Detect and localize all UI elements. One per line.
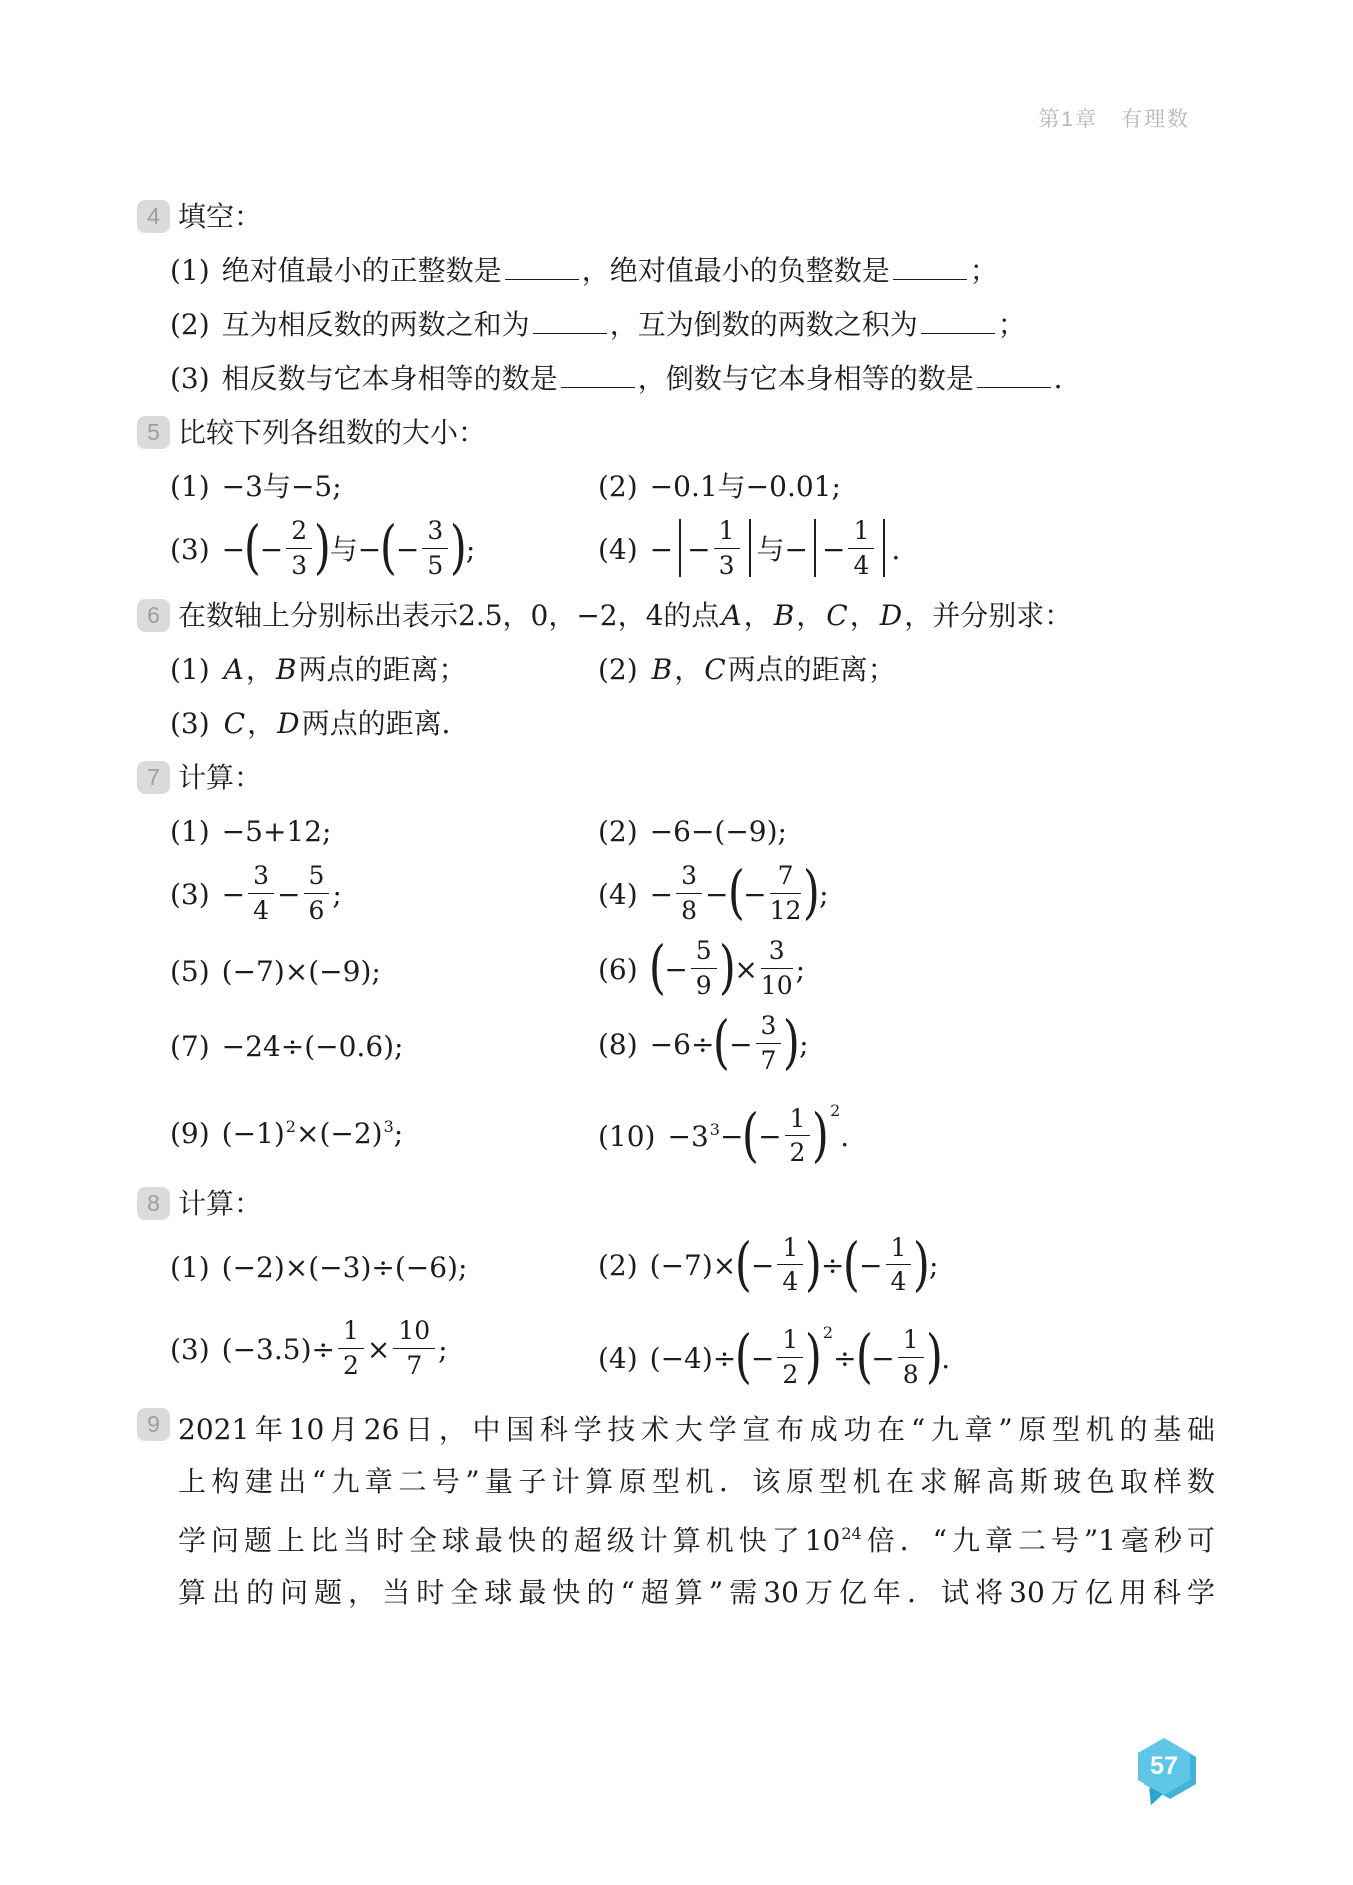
left-paren: ( — [648, 933, 666, 1001]
math-variable: D — [879, 599, 903, 632]
left-paren: ( — [243, 513, 261, 581]
math-text: . — [840, 1120, 850, 1153]
absolute-value-bar — [679, 519, 681, 577]
item-label: (3) — [170, 532, 210, 566]
right-paren: ) — [450, 513, 468, 581]
absolute-value-bar — [749, 519, 751, 577]
fraction-denominator: 2 — [782, 1359, 799, 1389]
fraction-denominator: 3 — [718, 550, 735, 580]
problem-item — [598, 466, 1215, 507]
math-text: (−2)×(−3)÷(−6); — [221, 1251, 468, 1284]
item-label: (3) — [170, 1332, 210, 1366]
right-paren: ) — [805, 1322, 823, 1390]
problem-row — [137, 304, 1215, 345]
item-expression — [222, 1251, 468, 1284]
fraction-numerator: 1 — [714, 517, 740, 549]
superscript: 2 — [822, 1322, 834, 1342]
item-expression — [649, 1008, 809, 1076]
math-variable: A — [223, 653, 244, 686]
problem-title — [178, 1183, 262, 1224]
item-expression — [222, 308, 1026, 341]
problem-title — [178, 196, 262, 237]
problem-head — [137, 1404, 1215, 1456]
item-label: (3) — [170, 707, 210, 740]
problem-number-badge: 4 — [137, 200, 170, 233]
fraction-numerator: 5 — [691, 937, 717, 969]
item-label: (7) — [170, 1029, 210, 1063]
math-text: ; — [332, 877, 342, 911]
math-variable: C — [223, 707, 246, 740]
left-paren: ( — [843, 1229, 861, 1298]
item-expression — [222, 254, 998, 287]
fraction-numerator: 3 — [422, 517, 448, 549]
math-text: − — [687, 532, 711, 566]
fraction-numerator: 3 — [248, 862, 274, 894]
problem-title — [178, 757, 262, 798]
fraction — [393, 1317, 435, 1379]
paragraph-line — [178, 1567, 1215, 1619]
item-label: (4) — [598, 532, 638, 566]
math-text: ; — [465, 532, 476, 566]
math-text: ; — [795, 952, 806, 986]
math-variable: B — [773, 599, 795, 632]
fraction — [422, 517, 448, 579]
fraction-denominator: 7 — [406, 1350, 423, 1380]
fill-in-blank — [505, 277, 579, 280]
math-text: ÷ — [833, 1341, 857, 1375]
fraction-numerator: 10 — [393, 1317, 435, 1349]
fraction-denominator: 6 — [308, 895, 325, 925]
math-text: −6÷ — [649, 1027, 715, 1061]
fraction — [777, 1326, 803, 1388]
math-text: 两点的距离； — [298, 653, 467, 686]
left-paren: ( — [713, 1008, 731, 1076]
math-text: (−1) — [221, 1116, 285, 1150]
fraction-denominator: 3 — [291, 550, 308, 580]
item-expression — [222, 707, 470, 740]
fraction-denominator: 8 — [902, 1359, 919, 1389]
item-label: (1) — [170, 1251, 210, 1284]
fraction — [898, 1326, 924, 1388]
math-text: −0.1与−0.01; — [649, 470, 841, 503]
fraction-denominator: 9 — [695, 970, 712, 1000]
problem-number-badge: 7 — [137, 761, 170, 794]
fraction — [756, 1012, 782, 1074]
math-text: ； — [997, 308, 1026, 341]
problem-row — [137, 1312, 1215, 1392]
fraction — [304, 862, 330, 924]
math-variable: B — [275, 653, 297, 686]
math-text: −3 — [667, 1120, 709, 1153]
math-text: × — [366, 1332, 391, 1366]
fraction — [886, 1234, 912, 1296]
fraction — [338, 1317, 364, 1379]
item-expression — [222, 362, 1082, 395]
superscript: 2 — [285, 1116, 296, 1136]
problem-row — [137, 1090, 1215, 1170]
math-text: ÷ — [820, 1249, 845, 1282]
math-text: −6−(−9); — [649, 815, 787, 848]
superscript: 24 — [841, 1524, 862, 1543]
math-text: ，并分别求： — [904, 599, 1073, 632]
item-expression — [648, 933, 806, 1001]
item-expression — [650, 815, 787, 848]
math-text: ; — [393, 1116, 404, 1150]
problem-row — [137, 811, 1215, 852]
math-text: 计算： — [178, 761, 263, 794]
math-text: − — [758, 1120, 782, 1153]
item-expression — [222, 470, 342, 503]
right-paren: ) — [812, 1100, 830, 1169]
problem-row — [137, 858, 1215, 927]
superscript: 2 — [830, 1101, 841, 1120]
chapter-header: 第1章 有理数 — [1038, 108, 1190, 131]
fraction-denominator: 4 — [853, 550, 870, 580]
fraction-denominator: 7 — [760, 1045, 777, 1075]
math-text: ， — [674, 653, 703, 686]
fraction-denominator: 2 — [342, 1350, 359, 1380]
math-text: − — [743, 877, 767, 911]
math-text: −3与−5; — [221, 470, 342, 503]
problems-list — [137, 196, 1215, 1619]
fill-in-blank — [533, 331, 607, 334]
fraction-numerator: 7 — [770, 862, 802, 894]
item-expression — [649, 1322, 951, 1390]
math-text: − — [277, 877, 301, 911]
item-label: (3) — [170, 362, 210, 395]
math-text: (−4)÷ — [649, 1341, 737, 1375]
problem-item — [598, 1312, 1215, 1392]
fill-in-blank — [893, 277, 967, 280]
problem-item — [170, 1026, 598, 1067]
left-paren: ( — [380, 513, 398, 581]
math-text: − — [719, 1120, 744, 1153]
math-text: 填空： — [178, 200, 263, 233]
item-label: (2) — [598, 653, 638, 686]
fill-in-blank — [561, 385, 635, 388]
math-text: − — [750, 1249, 775, 1282]
math-text: 与− — [329, 532, 382, 566]
fill-in-blank — [977, 385, 1051, 388]
problem-item — [170, 703, 1215, 744]
problem-head — [137, 757, 1215, 798]
fraction — [286, 517, 312, 579]
problem-item — [598, 649, 1215, 690]
fraction-numerator: 3 — [756, 1012, 782, 1044]
math-text: 两点的距离； — [727, 653, 896, 686]
math-text: − — [649, 877, 674, 911]
item-label: (1) — [170, 254, 210, 287]
item-expression — [222, 653, 467, 686]
problem-row — [137, 1008, 1215, 1077]
math-text: ×(−2) — [295, 1116, 383, 1150]
item-expression — [221, 1316, 448, 1380]
problem-item — [598, 933, 1215, 1002]
math-text: 上构建出“九章二号”量子计算原型机．该原型机在求解高斯玻色取样数 — [178, 1465, 1215, 1498]
math-variable: C — [704, 653, 726, 686]
fraction-numerator: 3 — [761, 937, 793, 969]
item-label: (1) — [170, 653, 210, 686]
math-text: ； — [969, 254, 998, 287]
problem-item — [598, 811, 1215, 852]
right-paren: ) — [313, 513, 331, 581]
fraction-denominator: 2 — [789, 1138, 806, 1167]
left-paren: ( — [735, 1322, 753, 1390]
item-label: (1) — [170, 815, 210, 848]
problem-9 — [137, 1404, 1215, 1619]
math-text: 相反数与它本身相等的数是 — [221, 362, 558, 395]
problem-number-badge: 9 — [137, 1408, 170, 1441]
math-text: − — [859, 1249, 883, 1282]
problem-5 — [137, 412, 1215, 582]
problem-row — [137, 933, 1215, 1002]
page-number-badge — [1138, 1738, 1202, 1808]
item-label: (1) — [170, 470, 210, 503]
problem-number-badge: 5 — [137, 416, 170, 449]
math-text: (−3.5)÷ — [221, 1332, 335, 1366]
math-text: ，互为倒数的两数之积为 — [609, 308, 918, 341]
fraction-denominator: 8 — [681, 895, 698, 925]
fraction — [777, 1234, 803, 1296]
fraction-numerator: 1 — [777, 1234, 803, 1266]
math-text: ，绝对值最小的负整数是 — [581, 254, 890, 287]
math-text: 算出的问题，当时全球最快的“超算”需30万亿年．试将30万亿用科学 — [178, 1576, 1215, 1609]
item-expression — [222, 815, 332, 848]
problem-6 — [137, 595, 1215, 744]
problem-item — [170, 304, 1215, 345]
fraction — [676, 862, 702, 924]
math-variable: D — [277, 707, 300, 740]
problem-item — [170, 1247, 598, 1288]
left-paren: ( — [855, 1322, 873, 1390]
math-text: − — [821, 532, 846, 566]
fraction — [785, 1105, 811, 1167]
right-paren: ) — [783, 1008, 801, 1076]
problem-title — [178, 412, 486, 453]
math-text: − — [729, 1027, 753, 1061]
item-label: (4) — [598, 877, 638, 911]
math-text: × — [734, 952, 758, 986]
fraction — [761, 937, 793, 999]
item-label: (5) — [170, 954, 210, 988]
problem-head — [137, 1183, 1215, 1224]
item-expression — [222, 1117, 404, 1150]
problem-item — [170, 250, 1215, 291]
absolute-value-bar — [883, 519, 885, 577]
problem-head — [137, 196, 1215, 237]
item-expression — [649, 1229, 939, 1298]
item-label: (2) — [170, 308, 210, 341]
math-variable: B — [651, 653, 673, 686]
math-text: − — [221, 877, 246, 911]
problem-item — [170, 1106, 598, 1154]
absolute-value-bar — [814, 519, 816, 577]
problem-item — [170, 811, 598, 852]
math-text: ， — [743, 599, 772, 632]
problem-row — [137, 513, 1215, 582]
math-text: 与− — [756, 532, 808, 566]
problem-8 — [137, 1183, 1215, 1392]
right-paren: ) — [718, 933, 736, 1001]
math-text: −5+12; — [221, 815, 332, 848]
item-label: (2) — [598, 470, 638, 503]
math-text: − — [705, 877, 729, 911]
problem-number-badge: 6 — [137, 599, 170, 632]
item-label: (8) — [598, 1027, 638, 1061]
math-text: ， — [796, 599, 825, 632]
fraction-denominator: 4 — [782, 1267, 799, 1296]
math-text: 计算： — [178, 1186, 263, 1220]
fill-in-blank — [921, 331, 995, 334]
math-text: ， — [247, 707, 276, 740]
math-text: ; — [819, 877, 829, 911]
paragraph-line — [178, 1456, 1215, 1508]
fraction-denominator: 10 — [760, 970, 793, 1000]
problem-row — [137, 649, 1215, 690]
problem-number-badge: 8 — [137, 1187, 170, 1220]
math-text: − — [750, 1341, 775, 1375]
problem-item — [170, 358, 1215, 399]
item-expression — [650, 470, 841, 503]
fraction-numerator: 1 — [848, 517, 874, 549]
math-variable: C — [826, 599, 848, 632]
item-expression — [667, 1100, 850, 1169]
math-variable: A — [721, 599, 742, 632]
fraction — [848, 517, 874, 579]
problem-item — [598, 1229, 1215, 1299]
left-paren: ( — [727, 858, 745, 926]
right-paren: ) — [913, 1229, 931, 1298]
math-text: ; — [929, 1249, 939, 1282]
math-text: −24÷(−0.6); — [221, 1029, 404, 1063]
item-expression — [222, 955, 381, 988]
fraction-numerator: 1 — [338, 1317, 364, 1349]
math-text: − — [871, 1341, 895, 1375]
math-text: (−7)×(−9); — [221, 954, 381, 988]
fraction — [248, 862, 274, 924]
fraction-denominator: 12 — [769, 895, 802, 925]
problem-title — [178, 595, 1072, 636]
math-text: − — [664, 952, 688, 986]
math-text: 两点的距离． — [301, 707, 470, 740]
fraction-numerator: 1 — [785, 1105, 811, 1137]
left-paren: ( — [742, 1100, 760, 1169]
fraction-numerator: 1 — [898, 1326, 924, 1358]
problem-7 — [137, 757, 1215, 1170]
math-text: (−7)× — [649, 1249, 737, 1282]
item-label: (6) — [598, 952, 638, 986]
math-text: − — [259, 532, 284, 566]
problem-item — [598, 1090, 1215, 1170]
page-number: 57 — [1150, 1752, 1178, 1780]
fraction-denominator: 4 — [890, 1267, 907, 1296]
fraction-numerator: 3 — [676, 862, 702, 894]
problem-row — [137, 1229, 1215, 1299]
math-text: ， — [849, 599, 878, 632]
item-expression — [222, 1030, 404, 1063]
problem-row — [137, 250, 1215, 291]
fraction-denominator: 5 — [427, 550, 444, 580]
math-text: ， — [245, 653, 274, 686]
fraction-numerator: 5 — [304, 862, 330, 894]
problem-item — [598, 1008, 1215, 1077]
math-text: . — [891, 532, 901, 566]
math-text: ; — [438, 1332, 448, 1366]
problem-item — [170, 1316, 598, 1382]
item-label: (9) — [170, 1116, 210, 1150]
right-paren: ) — [803, 858, 821, 926]
math-text: 绝对值最小的正整数是 — [221, 254, 502, 287]
math-text: 比较下列各组数的大小： — [178, 416, 487, 449]
math-text: − — [649, 532, 674, 566]
math-text: 学问题上比当时全球最快的超级计算机快了10 — [178, 1524, 841, 1557]
fraction — [770, 862, 802, 924]
item-expression — [221, 861, 342, 925]
problem-item — [170, 951, 598, 992]
math-text: . — [941, 1341, 951, 1375]
problem-4 — [137, 196, 1215, 399]
problem-item — [170, 861, 598, 927]
math-text: − — [221, 532, 246, 566]
paragraph-lines — [178, 1456, 1215, 1619]
math-text: 在数轴上分别标出表示2.5，0，−2，4的点 — [178, 599, 720, 632]
paragraph-line — [178, 1508, 1215, 1567]
item-label: (2) — [598, 1249, 638, 1282]
item-expression — [650, 653, 896, 686]
math-text: 倍．“九章二号”1毫秒可 — [861, 1524, 1215, 1557]
math-text: ; — [799, 1027, 809, 1061]
problem-row — [137, 466, 1215, 507]
problem-item — [170, 649, 598, 690]
math-text: 互为相反数的两数之和为 — [221, 308, 530, 341]
fraction-numerator: 2 — [286, 517, 312, 549]
item-expression — [649, 858, 829, 926]
problem-item — [598, 858, 1215, 927]
fraction-numerator: 1 — [777, 1326, 803, 1358]
right-paren: ) — [805, 1229, 823, 1298]
math-text: ，倒数与它本身相等的数是 — [637, 362, 974, 395]
left-paren: ( — [735, 1229, 753, 1298]
item-label: (4) — [598, 1341, 638, 1375]
fraction — [714, 517, 740, 579]
problem-head — [137, 412, 1215, 453]
superscript: 3 — [383, 1116, 394, 1136]
item-expression — [649, 516, 901, 580]
right-paren: ) — [925, 1322, 943, 1390]
math-text: ． — [1053, 362, 1082, 395]
fraction-numerator: 1 — [886, 1234, 912, 1266]
item-label: (3) — [170, 877, 210, 911]
math-text: 2021年10月26日，中国科学技术大学宣布成功在“九章”原型机的基础 — [178, 1413, 1215, 1446]
math-text: − — [395, 532, 420, 566]
superscript: 3 — [709, 1120, 720, 1139]
problem-item — [170, 513, 598, 582]
problem-row — [137, 358, 1215, 399]
fraction — [691, 937, 717, 999]
item-label: (10) — [598, 1120, 656, 1153]
problem-title — [178, 1404, 1215, 1456]
item-label: (2) — [598, 815, 638, 848]
problem-item — [598, 516, 1215, 582]
item-expression — [221, 513, 476, 581]
problem-head — [137, 595, 1215, 636]
problem-row — [137, 703, 1215, 744]
problem-item — [170, 466, 598, 507]
fraction-denominator: 4 — [253, 895, 270, 925]
